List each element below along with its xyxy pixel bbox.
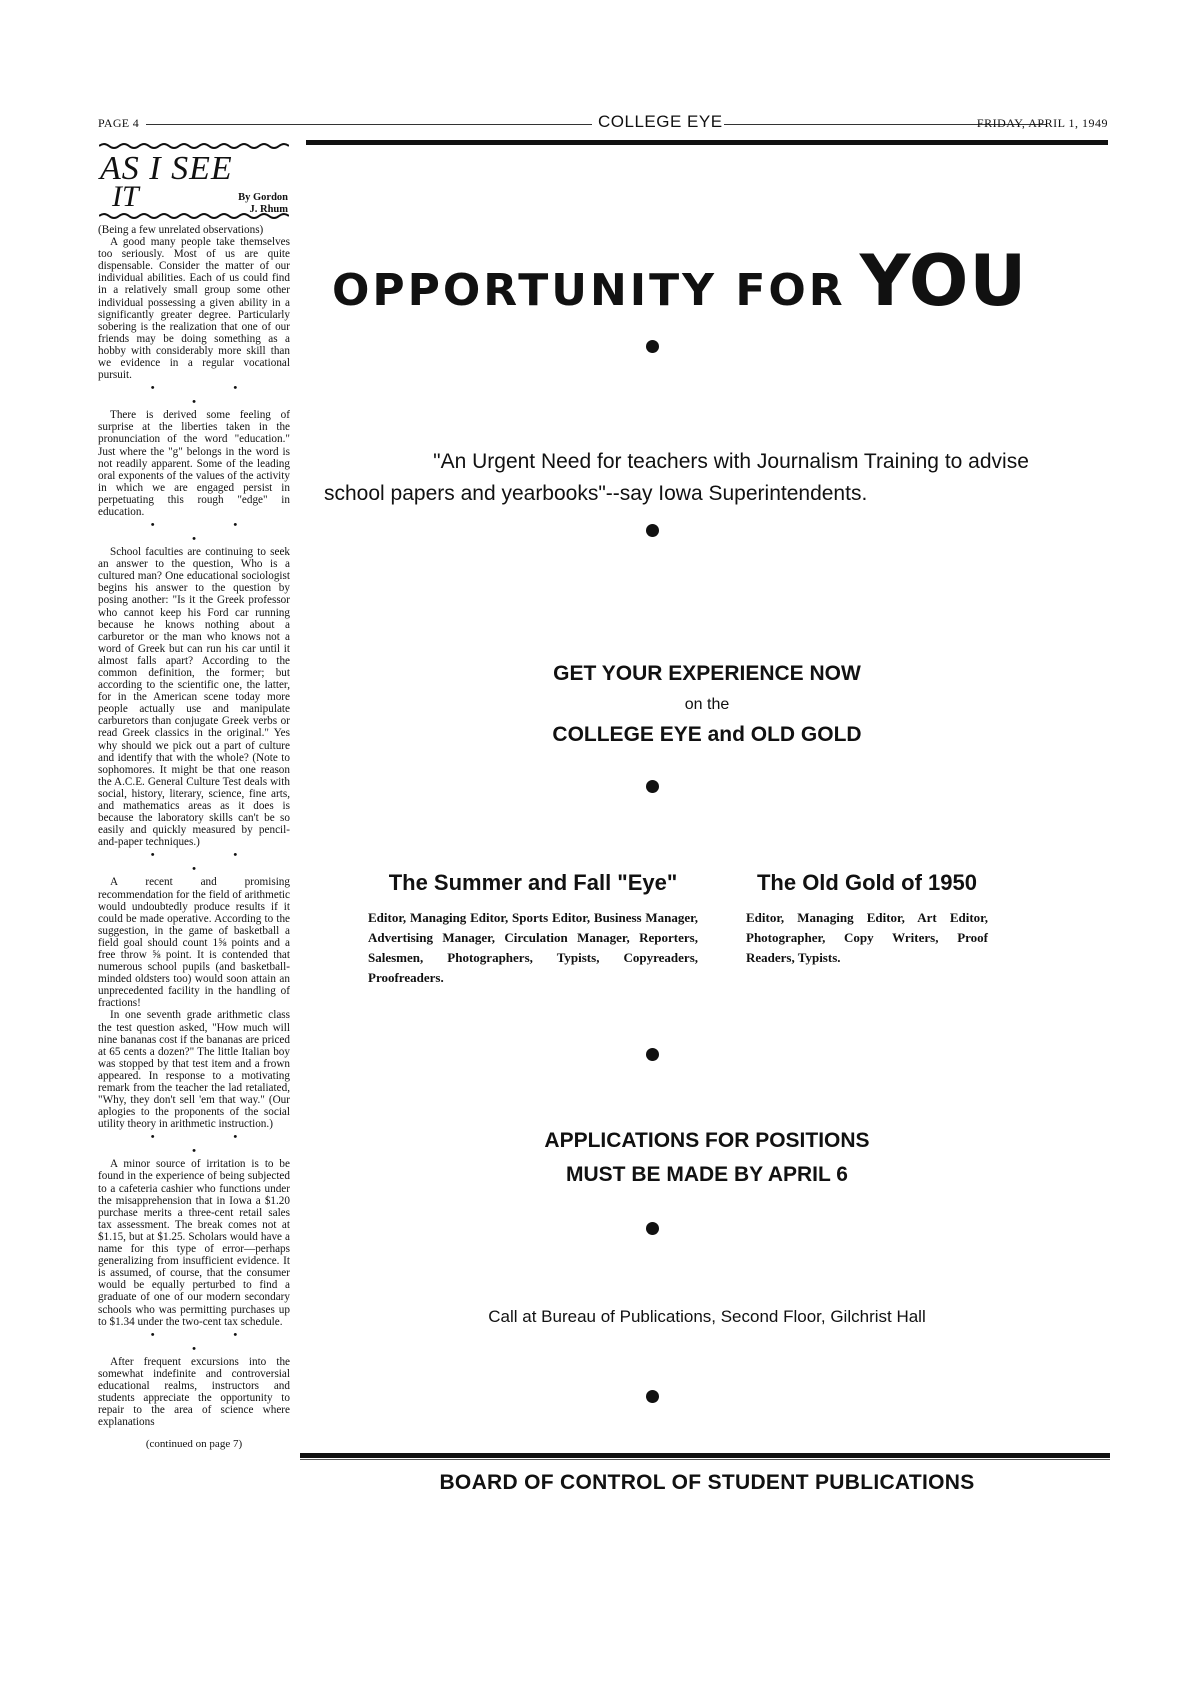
on-the-text: on the (684, 696, 730, 713)
wave-border-top-icon (99, 142, 289, 150)
bullet-icon (646, 1048, 659, 1061)
bottom-rule (300, 1453, 1110, 1458)
section-divider: • • • (150, 519, 276, 546)
board-of-control-signature: BOARD OF CONTROL OF STUDENT PUBLICATIONS (439, 1471, 975, 1494)
bullet-icon (646, 1390, 659, 1403)
column-paragraph-4: A recent and promising recommendation for the field of arithmetic would undoubtedly produce results if it could be made operative. According to the suggestion, in the game of basketball a field goal should count 1⅝ points and a free throw ⅝ point. It is contended that numerous school pupils (and basketball-minded oldsters too) would soon attain an unprecedented facility in the handling of fractions! (98, 876, 290, 1010)
section-divider: • • • (150, 1131, 276, 1158)
bullet-icon (646, 524, 659, 537)
old-gold-section (746, 870, 988, 968)
column-title-line2: IT (112, 180, 139, 213)
byline-line2: J. Rhum (249, 204, 288, 215)
bottom-rule-thin (300, 1459, 1110, 1460)
summer-fall-eye-title: The Summer and Fall "Eye" (388, 870, 678, 895)
publications-names: COLLEGE EYE and OLD GOLD (552, 723, 862, 746)
byline-line1: By Gordon (238, 192, 288, 203)
quote-line-1: "An Urgent Need for teachers with Journalism Training to advise (433, 450, 1029, 473)
section-divider: • • • (150, 382, 276, 409)
column-paragraph-3: School faculties are continuing to seek an answer to the question, Who is a cultured man? One educational sociologist begins his answer to the question by posing another: "Is it the Greek professor who cannot keep his Ford car running because he knows nothing about a carburetor or the man who knows not a word of Greek but can run his car until it almost falls apart? According to the common definition, the former; but according to the scientific one, the latter, for in the American scene today more people actually use and manipulate carburetors than conjugate Greek verbs or read Greek classics in the original." Yes why should we pick out a part of culture and identify that with the whole? (Note to sophomores. It might be that one reason the A.C.E. General Culture Test deals with social, history, literary, science, fine arts, and mathematics areas as it does is because the laboratory skills can't be so easily and quickly measured by pencil-and-paper techniques.) (98, 546, 290, 849)
column-paragraph-5: In one seventh grade arithmetic class the test question asked, "How much will nine bananas cost if the bananas are priced at 65 cents a dozen?" The little Italian boy was stopped by that test item and a frown appeared. In response to a motivating remark from the teacher the lad retaliated, "Why, they don't sell 'em that way." (Our aplogies to the proponents of the social utility theory in arithmetic instruction.) (98, 1009, 290, 1131)
masthead-rule (306, 140, 1108, 145)
column-paragraph-2: There is derived some feeling of surprise at the liberties taken in the pronunciation of the word "education." Just where the "g" belongs in the word is not readily apparent. Some of the leading oral exponents of the values of the activity in which we are engaged persist in perpetuating this rough "edge" in education. (98, 409, 290, 518)
column-paragraph-1: A good many people take themselves too seriously. Most of us are quite dispensable. Consider the matter of our individual abilities. Each of us could find in a relatively small group some other individual possessing a given ability in a significantly greater degree. Particularly sobering is the realization that one of our friends may be doing something as a hobby with considerably more skill than we evidence in a regular vocational pursuit. (98, 236, 290, 382)
superintendents-quote (306, 446, 1108, 510)
continued-note: (continued on page 7) (145, 1438, 243, 1451)
ad-headline (332, 240, 1092, 322)
masthead-line-left (146, 124, 592, 125)
applications-deadline (306, 1124, 1108, 1192)
section-divider: • • • (150, 1328, 276, 1355)
newspaper-name: COLLEGE EYE (598, 112, 723, 131)
summer-fall-eye-positions: Editor, Managing Editor, Sports Editor, Business Manager, Advertising Manager, Circulation Manager, Reporters, Salesmen, Photographers, Typists, Copyreaders, Proofreaders. (368, 910, 698, 985)
bullet-icon (646, 1222, 659, 1235)
call-at-bureau: Call at Bureau of Publications, Second Floor, Gilchrist Hall (488, 1307, 926, 1326)
column-as-i-see-it (98, 142, 290, 1450)
old-gold-title: The Old Gold of 1950 (756, 870, 978, 895)
column-paragraph-6: A minor source of irritation is to be found in the experience of being subjected to a cafeteria cashier who functions under the misapprehension that in Iowa a $1.20 purchase merits a three-cent retail sales tax assessment. The break comes not at $1.15, but at $1.25. Scholars would have a name for this type of error—perhaps generalizing from insufficient evidence. It is assumed, of course, that the consumer would be equally perturbed to find a graduate of one of our modern secondary schools who was permitting purchases up to $1.34 under the two-cent tax schedule. (98, 1158, 290, 1328)
get-experience-heading: GET YOUR EXPERIENCE NOW (553, 662, 861, 685)
bullet-icon (646, 340, 659, 353)
masthead (98, 114, 1108, 134)
page-number: PAGE 4 (98, 116, 140, 130)
headline-opportunity: OPPORTUNITY FOR (332, 265, 846, 316)
applications-line-2: MUST BE MADE BY APRIL 6 (566, 1163, 848, 1186)
column-title-line1: AS I SEE (100, 150, 233, 187)
headline-you: YOU (859, 240, 1028, 322)
column-byline (238, 192, 288, 216)
old-gold-positions: Editor, Managing Editor, Art Editor, Photographer, Copy Writers, Proof Readers, Typists. (746, 910, 988, 965)
section-divider: • • • (150, 849, 276, 876)
summer-fall-eye-section (368, 870, 698, 988)
bullet-icon (646, 780, 659, 793)
column-intro: (Being a few unrelated observations) (98, 224, 264, 236)
column-heading (98, 150, 290, 215)
quote-line-2: school papers and yearbooks"--say Iowa Superintendents. (324, 482, 868, 505)
column-paragraph-7: After frequent excursions into the somewhat indefinite and controversial educational realms, instructors and students appreciate the opportunity to repair to the area of science where explanations (98, 1355, 290, 1429)
applications-line-1: APPLICATIONS FOR POSITIONS (544, 1129, 870, 1152)
issue-date: FRIDAY, APRIL 1, 1949 (976, 116, 1108, 130)
